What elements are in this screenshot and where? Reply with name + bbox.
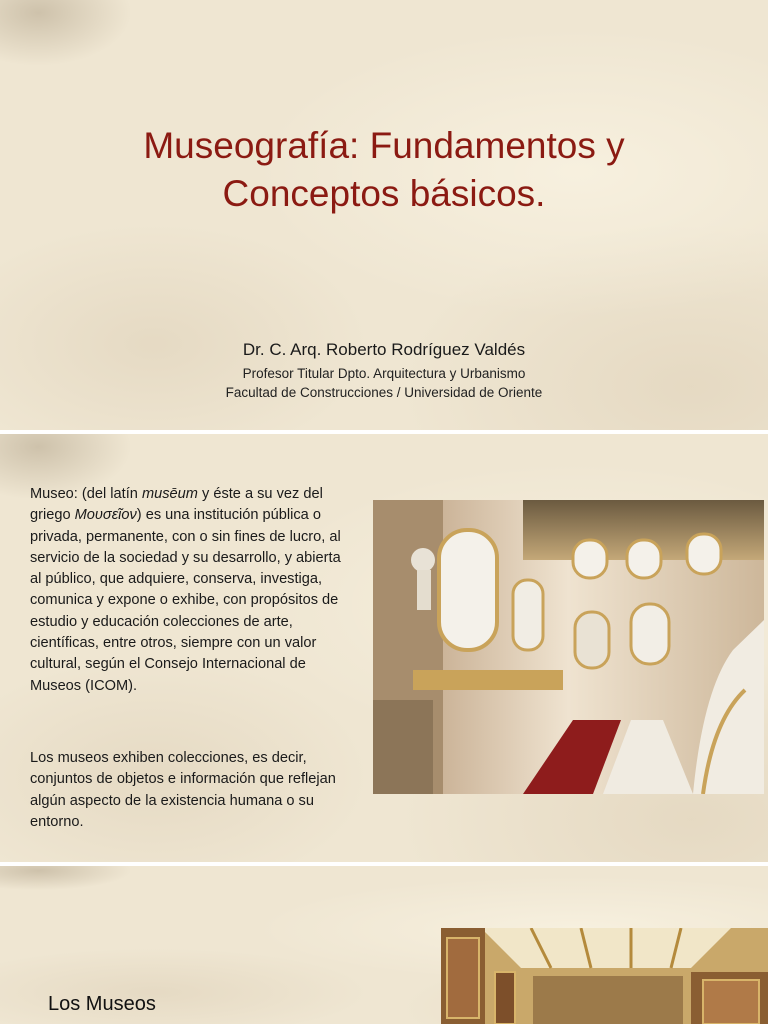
los-museos-slide [0,866,768,1024]
author-position: Profesor Titular Dpto. Arquitectura y Urbanismo [242,366,526,381]
author-affiliation: Facultad de Construcciones / Universidad de Oriente [225,385,543,400]
definition-term: Museo: [30,486,78,502]
latin-word: musēum [141,486,198,502]
museum-definition-paragraph [30,484,352,697]
collections-paragraph: Los museos exhiben colecciones, es decir, conjuntos de objetos e información que reflejan algún aspecto de la existencia humana o su entorno. [30,750,336,830]
definition-text-b: y éste a su vez del griego [30,486,323,524]
definition-slide [0,434,768,862]
title-line-2: Conceptos básicos. [222,173,546,214]
museum-gallery-photo [441,928,768,1024]
author-name: Dr. C. Arq. Roberto Rodríguez Valdés [242,340,526,359]
museum-staircase-photo [373,500,764,794]
greek-word: Μουσεῖον [74,507,137,524]
title-line-1: Museografía: Fundamentos y [143,125,625,166]
definition-text-a: (del latín [77,486,142,502]
definition-text-c: ) es una institución pública o privada, permanente, con o sin fines de lucro, al servicio de la sociedad y su desarrollo, y abierta al público, que adquiere, conserva, investiga, comunica y expone o exhibe, con propósitos de estudio y educación colecciones de arte, científicas, entre otros, siempre con un valor cultural, según el Consejo Internacional de Museos (ICOM). [30,507,341,694]
title-slide [0,0,768,430]
slide-heading: Los Museos [48,993,156,1015]
slide-title [0,122,768,218]
